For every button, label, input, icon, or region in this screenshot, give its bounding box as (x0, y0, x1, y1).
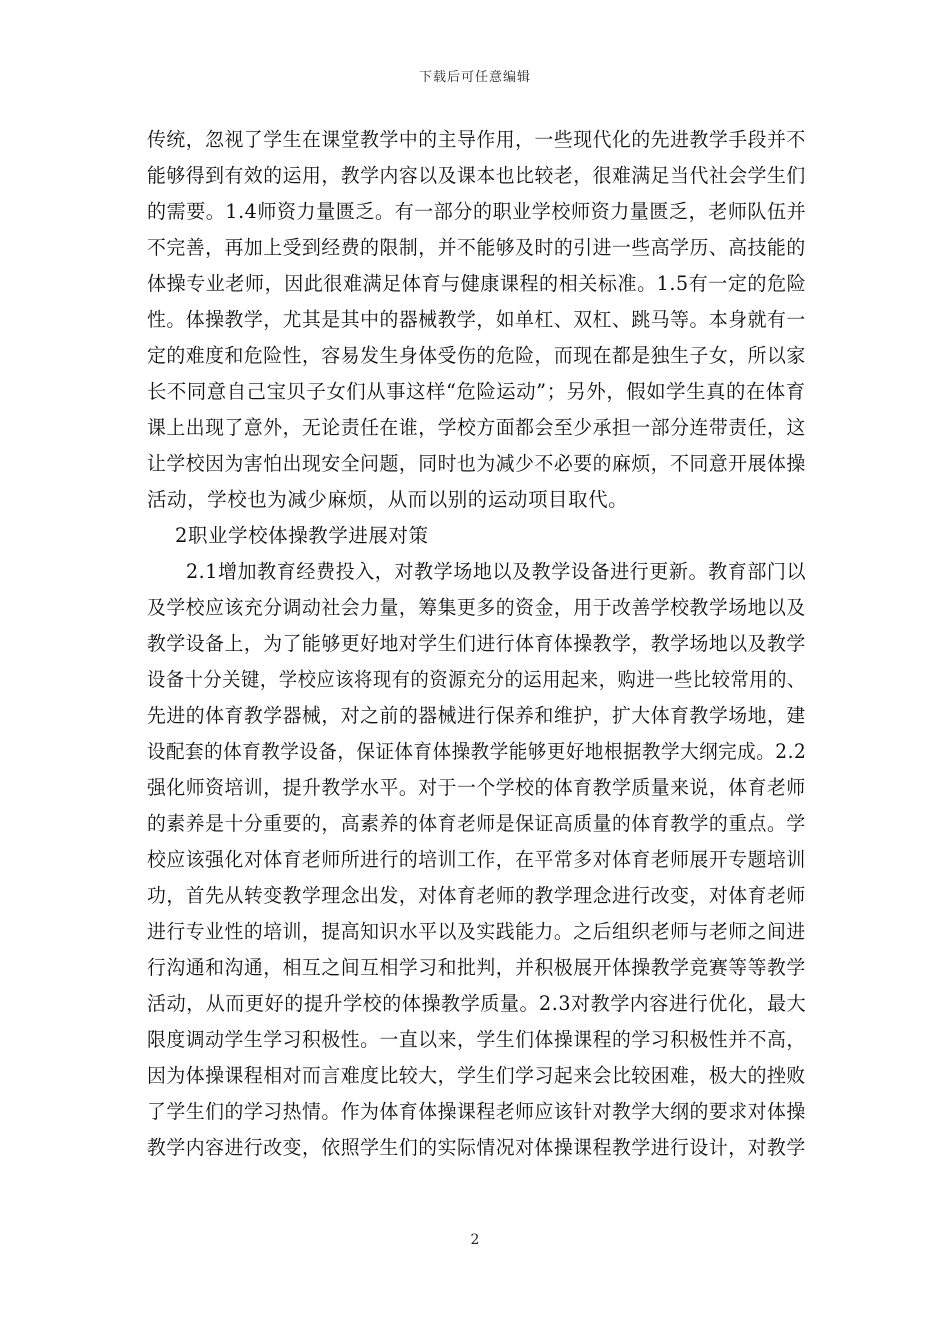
section-heading: 2职业学校体操教学进展对策 (175, 524, 429, 547)
body-line: 能够得到有效的运用，教学内容以及课本也比较老，很难满足当代社会学生们 (147, 164, 806, 187)
body-line: 传统，忽视了学生在课堂教学中的主导作用，一些现代化的先进教学手段并不 (147, 128, 806, 151)
body-line: 教学内容进行改变，依照学生们的实际情况对体操课程教学进行设计，对教学 (147, 1136, 806, 1159)
body-line: 行沟通和沟通，相互之间互相学习和批判，并积极展开体操教学竞赛等等教学 (147, 956, 806, 979)
body-line: 教学设备上，为了能够更好地对学生们进行体育体操教学，教学场地以及教学 (147, 632, 806, 655)
body-line: 体操专业老师，因此很难满足体育与健康课程的相关标准。1.5有一定的危险 (147, 272, 807, 295)
body-line: 校应该强化对体育老师所进行的培训工作，在平常多对体育老师展开专题培训 (147, 848, 806, 871)
body-line: 活动，学校也为减少麻烦，从而以别的运动项目取代。 (147, 488, 629, 511)
body-line: 的素养是十分重要的，高素养的体育老师是保证高质量的体育教学的重点。学 (147, 812, 806, 835)
body-line: 的需要。1.4师资力量匮乏。有一部分的职业学校师资力量匮乏，老师队伍并 (147, 200, 807, 223)
page-header: 下载后可任意编辑 (418, 70, 531, 85)
body-line: 课上出现了意外，无论责任在谁，学校方面都会至少承担一部分连带责任，这 (147, 416, 806, 439)
body-line: 因为体操课程相对而言难度比较大，学生们学习起来会比较困难，极大的挫败 (147, 1064, 806, 1087)
body-line: 限度调动学生学习积极性。一直以来，学生们体操课程的学习积极性并不高， (147, 1028, 806, 1051)
body-line: 活动，从而更好的提升学校的体操教学质量。2.3对教学内容进行优化，最大 (147, 992, 807, 1015)
body-line: 先进的体育教学器械，对之前的器械进行保养和维护，扩大体育教学场地，建 (147, 704, 806, 727)
body-line: 长不同意自己宝贝子女们从事这样“危险运动”；另外，假如学生真的在体育 (147, 380, 806, 403)
body-line: 设配套的体育教学设备，保证体育体操教学能够更好地根据教学大纲完成。2.2 (147, 740, 807, 763)
body-line: 设备十分关键，学校应该将现有的资源充分的运用起来，购进一些比较常用的、 (147, 668, 806, 691)
body-line: 功，首先从转变教学理念出发，对体育老师的教学理念进行改变，对体育老师 (147, 884, 806, 907)
body-line: 2.1增加教育经费投入，对教学场地以及教学设备进行更新。教育部门以 (186, 560, 807, 583)
body-line: 性。体操教学，尤其是其中的器械教学，如单杠、双杠、跳马等。本身就有一 (147, 308, 806, 331)
body-line: 强化师资培训，提升教学水平。对于一个学校的体育教学质量来说，体育老师 (147, 776, 806, 799)
body-line: 定的难度和危险性，容易发生身体受伤的危险，而现在都是独生子女，所以家 (147, 344, 806, 367)
body-line: 及学校应该充分调动社会力量，筹集更多的资金，用于改善学校教学场地以及 (147, 596, 806, 619)
page-number: 2 (470, 1232, 480, 1248)
body-line: 让学校因为害怕出现安全问题，同时也为减少不必要的麻烦，不同意开展体操 (147, 452, 806, 475)
body-line: 进行专业性的培训，提高知识水平以及实践能力。之后组织老师与老师之间进 (147, 920, 806, 943)
body-line: 不完善，再加上受到经费的限制，并不能够及时的引进一些高学历、高技能的 (147, 236, 806, 259)
body-line: 了学生们的学习热情。作为体育体操课程老师应该针对教学大纲的要求对体操 (147, 1100, 806, 1123)
